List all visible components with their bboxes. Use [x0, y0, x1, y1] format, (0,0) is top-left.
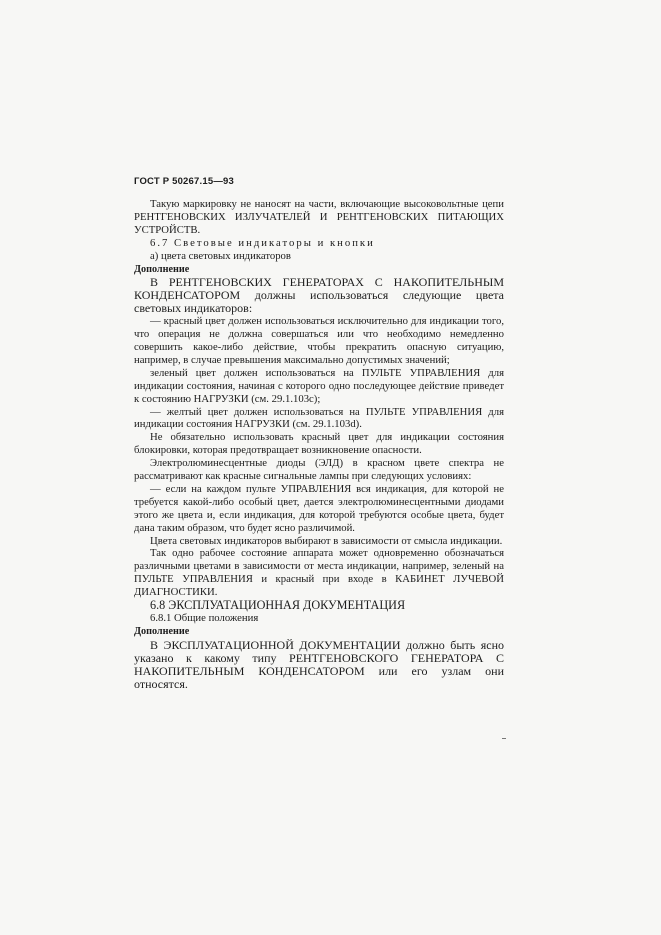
paragraph-generators: В РЕНТГЕНОВСКИХ ГЕНЕРАТОРАХ С НАКОПИТЕЛЬНЫМ КОНДЕНСАТОРОМ должны использоваться следующие цвета световых индикаторов:	[134, 275, 504, 316]
section-6-7-a: а) цвета световых индикаторов	[150, 249, 291, 262]
paragraph-eld: Электролюминесцентные диоды (ЭЛД) в красном цвете спектра не рассматривают как красные сигнальные лампы при следующих условиях:	[134, 457, 504, 483]
paragraph-blocking: Не обязательно использовать красный цвет для индикации состояния блокировки, которая предотвращает возникновение опасности.	[134, 431, 504, 457]
paragraph-colors: Цвета световых индикаторов выбирают в зависимости от смысла индикации.	[150, 534, 503, 547]
paragraph-eld-condition: — если на каждом пульте УПРАВЛЕНИЯ вся индикация, для которой не требуется какой-либо особый цвет, дается электролюминесцентными диодами этого же цвета и, если индикация, для которой требуются особые цвета, будет дана таким образом, что будет ясно различимой.	[134, 482, 504, 534]
paragraph-marking: Такую маркировку не наносят на части, включающие высоковольтные цепи РЕНТГЕНОВСКИХ ИЗЛУЧАТЕЛЕЙ И РЕНТГЕНОВСКИХ ПИТАЮЩИХ УСТРОЙСТВ.	[134, 198, 504, 236]
paragraph-example: Так одно рабочее состояние аппарата может одновременно обозначаться различными цветами в зависимости от места индикации, например, зеленый на ПУЛЬТЕ УПРАВЛЕНИЯ и красный при входе в КАБИНЕТ ЛУЧЕВОЙ ДИАГНОСТИКИ.	[134, 547, 504, 599]
scan-mark	[502, 738, 506, 739]
section-6-8-title: 6.8 ЭКСПЛУАТАЦИОННАЯ ДОКУМЕНТАЦИЯ	[150, 598, 406, 613]
paragraph-yellow: — желтый цвет должен использоваться на ПУЛЬТЕ УПРАВЛЕНИЯ для индикации состояния НАГРУЗКИ (см. 29.1.103d).	[134, 405, 504, 431]
addition-heading-2: Дополнение	[134, 625, 190, 637]
page-header: ГОСТ Р 50267.15—93	[134, 176, 234, 187]
section-6-8-1-title: 6.8.1 Общие положения	[150, 612, 259, 624]
addition-heading-1: Дополнение	[134, 263, 190, 275]
section-6-7-title: 6.7 Световые индикаторы и кнопки	[150, 236, 375, 249]
paragraph-green: зеленый цвет должен использоваться на ПУЛЬТЕ УПРАВЛЕНИЯ для индикации состояния, начиная с которого одно последующее действие приведет к состоянию НАГРУЗКИ (см. 29.1.103с);	[134, 366, 504, 405]
paragraph-documentation: В ЭКСПЛУАТАЦИОННОЙ ДОКУМЕНТАЦИИ должно быть ясно указано к какому типу РЕНТГЕНОВСКОГО ГЕНЕРАТОРА С НАКОПИТЕЛЬНЫМ КОНДЕНСАТОРОМ или его узлам они относятся.	[134, 637, 504, 691]
paragraph-red: — красный цвет должен использоваться исключительно для индикации того, что операция не должна совершаться или что необходимо немедленно совершить какое-либо действие, чтобы прекратить опасную ситуацию, например, в случае превышения максимально допустимых значений;	[134, 315, 504, 366]
document-body	[134, 198, 504, 690]
